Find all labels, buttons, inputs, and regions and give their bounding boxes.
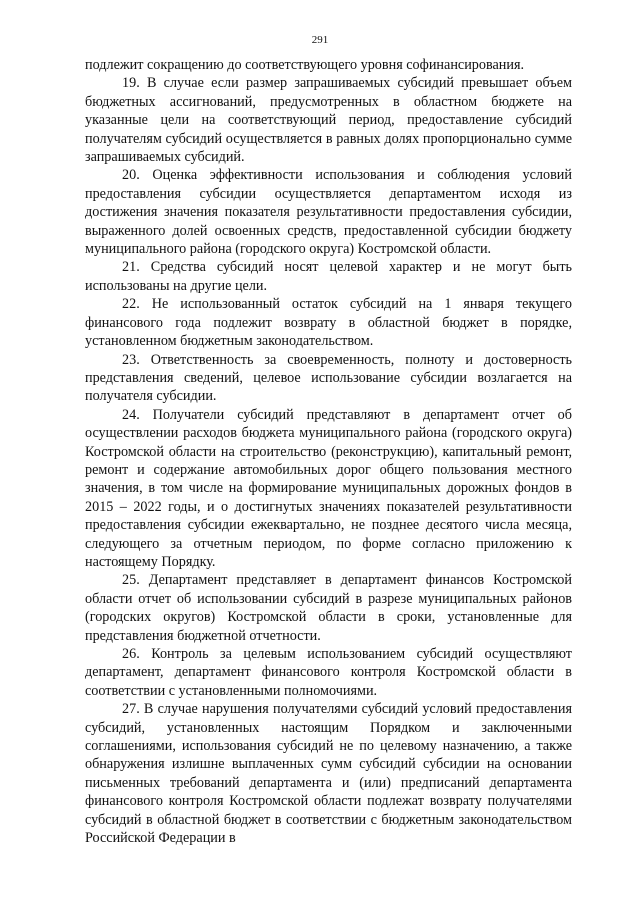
paragraph-25: 25. Департамент представляет в департамент финансов Костромской области отчет об использовании субсидий в разрезе муниципальных районов (городских округов) Костромской области в сроки, установленные для представления бюджетной отчетности. (85, 572, 572, 644)
paragraph-continuation: подлежит сокращению до соответствующего уровня софинансирования. (85, 57, 525, 73)
paragraph-21: 21. Средства субсидий носят целевой характер и не могут быть использованы на другие цели. (85, 259, 572, 294)
paragraph-24: 24. Получатели субсидий представляют в департамент отчет об осуществлении расходов бюджета муниципального района (городского округа) Костромской области на строительство (реконструкцию), капитальный ремонт, ремонт и содержание автомобильных дорог общего пользования местного значения, в том числе на формирование муниципальных дорожных фондов в 2015 – 2022 годы, и о достигнутых значениях показателей результативности предоставления субсидии ежеквартально, не позднее десятого числа месяца, следующего за отчетным периодом, по форме согласно приложению к настоящему Порядку. (85, 406, 572, 570)
document-body (85, 56, 572, 847)
paragraph-23: 23. Ответственность за своевременность, полноту и достоверность представления сведений, целевое использование субсидии возлагается на получателя субсидии. (85, 351, 572, 405)
paragraph-27: 27. В случае нарушения получателями субсидий условий предоставления субсидий, установленных настоящим Порядком и заключенными соглашениями, использования субсидий не по целевому назначению, а также обнаружения излишне выплаченных сумм субсидий субсидии на основании письменных требований департамента и (или) предписаний департамента финансового контроля Костромской области подлежат возврату получателями субсидий в областной бюджет в соответствии с бюджетным законодательством Российской Федерации в (85, 701, 572, 847)
paragraph-26: 26. Контроль за целевым использованием субсидий осуществляют департамент, департамент финансового контроля Костромской области в соответствии с установленными полномочиями. (85, 646, 572, 699)
page-number: 291 (311, 34, 329, 46)
paragraph-22: 22. Не использованный остаток субсидий на 1 января текущего финансового года подлежит возврату в областной бюджет в порядке, установленном бюджетным законодательством. (85, 296, 572, 350)
paragraph-20: 20. Оценка эффективности использования и соблюдения условий предоставления субсидии осуществляется департаментом исходя из достижения значения показателя результативности предоставления субсидии, выраженного долей освоенных средств, предоставленной субсидии бюджету муниципального района (городского округа) Костромской области. (85, 167, 572, 258)
paragraph-19: 19. В случае если размер запрашиваемых субсидий превышает объем бюджетных ассигнований, предусмотренных в областном бюджете на указанные цели на соответствующий период, предоставление субсидий получателям субсидий осуществляется в равных долях пропорционально сумме запрашиваемых субсидий. (85, 75, 572, 166)
